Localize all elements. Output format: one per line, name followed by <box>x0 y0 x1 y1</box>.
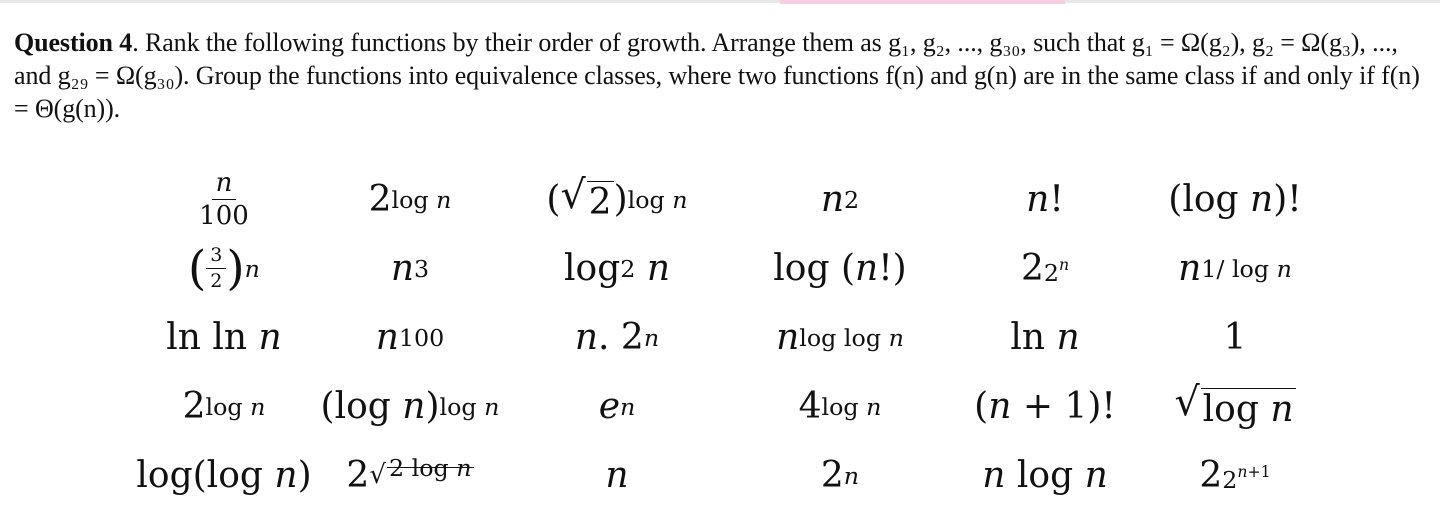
fn-r3c1: ln ln n <box>166 317 282 358</box>
fn-r4c2: (log n ) log n <box>320 386 500 427</box>
fn-r2c3: log 2 n <box>564 248 670 289</box>
fn-r5c4: 2 n <box>820 455 860 496</box>
fn-r2c6: n 1/ log n <box>1178 248 1292 289</box>
fn-r1c3: ( √ 2 ) log n <box>546 172 688 223</box>
fn-r1c5: n ! <box>1026 179 1064 220</box>
fn-r5c5: n log n <box>982 455 1108 496</box>
fn-r1c2: 2 log n <box>368 179 452 220</box>
question-paragraph <box>14 26 1426 125</box>
question-label: Question 4 <box>14 28 133 57</box>
fn-r5c2: 2 √ 2 log n <box>346 454 472 496</box>
functions-grid <box>136 165 1320 510</box>
fn-r4c1: 2 log n <box>182 386 266 427</box>
fn-r3c6: 1 <box>1223 317 1247 358</box>
fn-r3c2: n 100 <box>375 317 445 358</box>
fn-r2c5: 2 2$^n$ <box>1020 248 1070 289</box>
fn-r3c5: ln n <box>1010 317 1080 358</box>
fn-r4c4: 4 log n <box>798 386 882 427</box>
fn-r3c3: n . 2 n <box>574 317 660 358</box>
fn-r1c1: $\frac{n}{100}$ <box>199 168 249 231</box>
fn-r5c6: 2 $2^{n+1}$ <box>1199 455 1271 496</box>
fn-r1c6: (log n )! <box>1168 179 1302 220</box>
fn-r4c6: √ log n <box>1174 379 1294 430</box>
top-cropped-strip <box>0 0 1440 10</box>
fn-r2c1: ( $\frac{3}{2}$ ) n <box>188 241 260 296</box>
fn-r5c1: log(log n ) <box>136 455 312 496</box>
cropped-text-line <box>0 0 1440 3</box>
fn-r4c3: e n <box>598 386 636 427</box>
pink-highlight <box>780 0 1065 4</box>
question-text: . Rank the following functions by their order of growth. Arrange them as g₁, g₂, ..., g₃₀, such that g₁ = Ω(g₂), g₂ = Ω(g₃), ..., and g₂₉ = Ω(g₃₀). Group the functions into equivalence classes, where two functions f(n) and g(n) are in the same class if and only if f(n) = Θ(g(n)). <box>14 28 1420 123</box>
fn-r3c4: n log log n <box>776 317 904 358</box>
fn-r4c5: ( n + 1)! <box>974 386 1116 427</box>
fn-r2c2: n 3 <box>390 248 430 289</box>
fn-r2c4: log ( n !) <box>773 248 907 289</box>
fn-r1c4: n 2 <box>820 179 860 220</box>
fn-r5c3: n <box>605 455 629 496</box>
